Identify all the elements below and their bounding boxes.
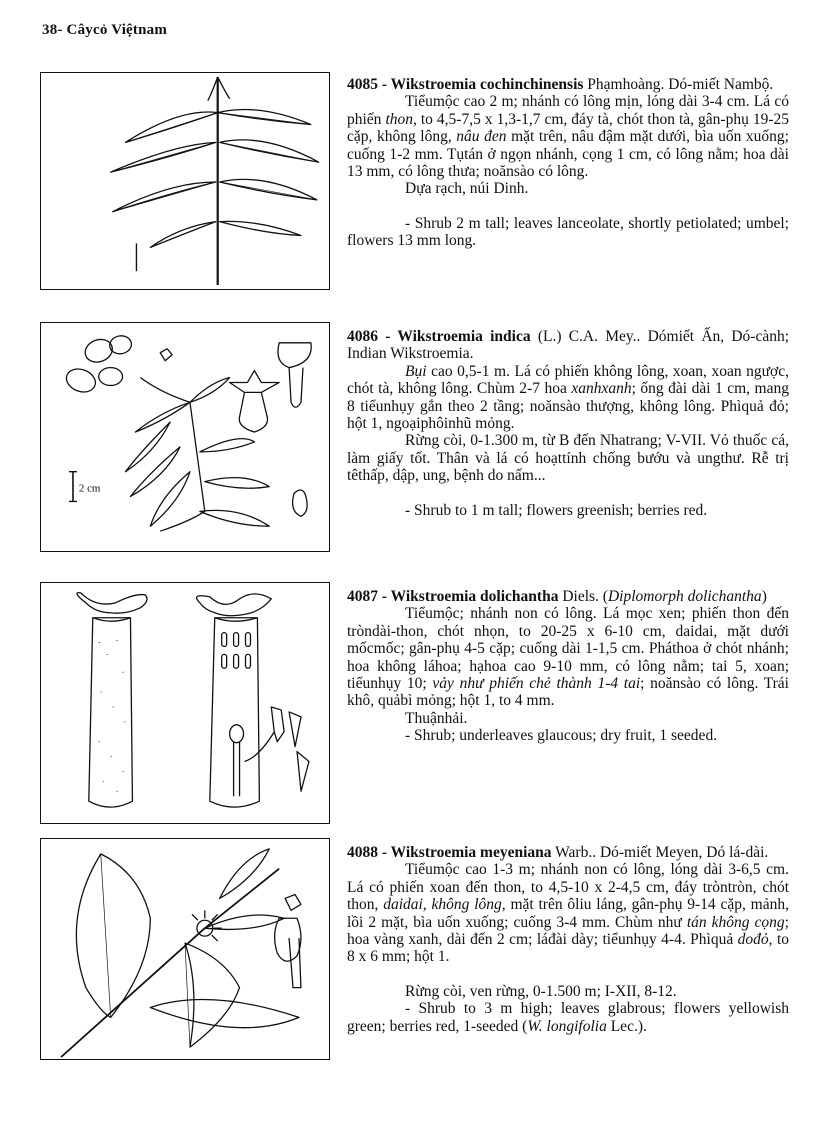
species-name: Wikstroemia indica (397, 328, 531, 345)
species-entry-4088: 4088 - Wikstroemia meyeniana Warb.. Dó-miết Meyen, Dó lá-dài. Tiểumộc cao 1-3 m; nhánh non có lông, lóng dài 3-6,5 cm. Lá có phiến xoan đến thon, to 4,5-10 x 2-4,5 cm, đáy tròntròn, chót thon, daidai, không lông, mặt trên ôliu láng, gân-phụ 9-14 cặp, mảnh, lồi 2 mặt, bìa uốn xuống; cuống 3-4 mm. Chùm như tán không cọng; hoa vàng xanh, dài đến 2 cm; láđài dày; tiểunhụy 4-4. Phìquả dođỏ, to 8 x 6 mm; hột 1. Rừng còi, ven rừng, 0-1.500 m; I-XII, 8-12. - Shrub to 3 m high; leaves glabrous; flowers yellowish green; berries red, 1-seeded (W. longifolia Lec.). (347, 844, 790, 1035)
species-name: Wikstroemia meyeniana (390, 844, 552, 861)
english-summary: - Shrub to 1 m tall; flowers greenish; berries red. (405, 501, 708, 519)
vernacular-name: Dó-miết Meyen, Dó lá-dài. (599, 844, 769, 861)
figure-4088-illustration (40, 838, 330, 1060)
species-description: Tiểumộc; nhánh non có lông. Lá mọc xen; phiến thon đến tròndài-thon, chót nhọn, to 20-25 x 6-10 cm, daidai, mặt dưới mốcmốc; gân-phụ 4-5 cặp; cuống dài 1-1,5 cm. Pháthoa ở chót nhánh; hoa không láhoa; hạhoa cao 9-10 mm, có lông nằm; tai 5, xoan; tiểunhụy 10; vảy như phiến chẻ thành 1-4 tai; noănsào có lông. Trái khô, quảbì mỏng; hột 1, to 4 mm. (347, 605, 789, 710)
species-author: (L.) C.A. Mey.. (537, 328, 641, 345)
page-header: 38- Câycỏ Việtnam (42, 22, 168, 38)
english-summary: - Shrub to 3 m high; leaves glabrous; flowers yellowish green; berries red, 1-seeded (W. longifolia Lec.). (347, 1000, 789, 1035)
species-author: Phạmhoàng. (587, 76, 665, 93)
species-habitat: Thuậnhải. (405, 709, 468, 727)
species-number: 4087 (347, 588, 378, 605)
species-number: 4086 (347, 328, 378, 345)
species-entry-4085: 4085 - Wikstroemia cochinchinensis Phạmhoàng. Dó-miết Nambộ. Tiểumộc cao 2 m; nhánh có lông mịn, lóng dài 3-4 cm. Lá có phiến thon, to 4,5-7,5 x 1,3-1,7 cm, đáy tà, chót thon tà, gân-phụ 19-25 cặp, không lông, nâu đen mặt trên, nâu đậm mặt dưới, bìa uốn xuống; cuống 1-2 mm. Tụtán ở ngọn nhánh, cọng 1 cm, có lông nằm; hoa dài 13 mm, có lông thưa; noănsào có lông. Dựa rạch, núi Dinh. - Shrub 2 m tall; leaves lanceolate, shortly petiolated; umbel; flowers 13 mm long. (347, 76, 789, 250)
figure-4086-illustration (40, 322, 330, 552)
species-description: Tiểumộc cao 2 m; nhánh có lông mịn, lóng dài 3-4 cm. Lá có phiến thon, to 4,5-7,5 x 1,3-1,7 cm, đáy tà, chót thon tà, gân-phụ 19-25 cặp, không lông, nâu đen mặt trên, nâu đậm mặt dưới, bìa uốn xuống; cuống 1-2 mm. Tụtán ở ngọn nhánh, cọng 1 cm, có lông nằm; hoa dài 13 mm, có lông thưa; noănsào có lông. (347, 93, 789, 181)
vernacular-name: Dómiết Ấn, Dó-cành; Indian Wikstroemia. (347, 328, 790, 363)
species-description: Bụi cao 0,5-1 m. Lá có phiến không lông, xoan, xoan ngược, chót tà, không lông. Chùm 2-7 hoa xanhxanh; ống đài dài 1 cm, mang 8 tiểunhụy gắn theo 2 tầng; noănsào thượng, không lông. Phìquả đỏ; hột 1, ngoạiphôinhũ mỏng. (347, 362, 789, 433)
species-author: Warb.. (555, 844, 597, 861)
species-number: 4085 (347, 76, 378, 93)
figure-scale-label: 2 cm (78, 482, 101, 495)
species-name: Wikstroemia cochinchinensis (390, 76, 584, 93)
figure-4087-illustration (40, 582, 330, 824)
species-number: 4088 (347, 844, 378, 861)
species-name: Wikstroemia dolichantha (390, 588, 559, 605)
species-habitat: Dựa rạch, núi Dinh. (405, 180, 529, 198)
species-habitat: Rừng còi, 0-1.300 m, từ B đến Nhatrang; V-VII. Vỏ thuốc cá, làm giấy tốt. Thân và lá có hoạttính chống bướu và ungthư. Rễ trị têthấp, dập, ung, bệnh do nấm... (347, 432, 789, 485)
english-summary: - Shrub 2 m tall; leaves lanceolate, shortly petiolated; umbel; flowers 13 mm long. (347, 214, 789, 250)
species-entry-4086: 4086 - Wikstroemia indica (L.) C.A. Mey.. Dómiết Ấn, Dó-cành; Indian Wikstroemia. Bụi cao 0,5-1 m. Lá có phiến không lông, xoan, xoan ngược, chót tà, không lông. Chùm 2-7 hoa xanhxanh; ống đài dài 1 cm, mang 8 tiểunhụy gắn theo 2 tầng; noănsào thượng, không lông. Phìquả đỏ; hột 1, ngoạiphôinhũ mỏng. Rừng còi, 0-1.300 m, từ B đến Nhatrang; V-VII. Vỏ thuốc cá, làm giấy tốt. Thân và lá có hoạttính chống bướu và ungthư. Rễ trị têthấp, dập, ung, bệnh do nấm... - Shrub to 1 m tall; flowers greenish; berries red. (347, 328, 790, 519)
species-description: Tiểumộc cao 1-3 m; nhánh non có lông, lóng dài 3-6,5 cm. Lá có phiến xoan đến thon, to 4,5-10 x 2-4,5 cm, đáy tròntròn, chót thon, daidai, không lông, mặt trên ôliu láng, gân-phụ 9-14 cặp, mảnh, lồi 2 mặt, bìa uốn xuống; cuống 3-4 mm. Chùm như tán không cọng; hoa vàng xanh, dài đến 2 cm; láđài dày; tiểunhụy 4-4. Phìquả dođỏ, to 8 x 6 mm; hột 1. (347, 861, 790, 966)
species-habitat: Rừng còi, ven rừng, 0-1.500 m; I-XII, 8-12. (405, 982, 677, 1000)
species-synonym: Diplomorph dolichantha (607, 588, 762, 605)
figure-4085-illustration (40, 72, 330, 290)
vernacular-name: Dó-miết Nambộ. (668, 76, 774, 93)
species-entry-4087: 4087 - Wikstroemia dolichantha Diels. (Diplomorph dolichantha) Tiểumộc; nhánh non có lông. Lá mọc xen; phiến thon đến tròndài-thon, chót nhọn, to 20-25 x 6-10 cm, daidai, mặt dưới mốcmốc; gân-phụ 4-5 cặp; cuống dài 1-1,5 cm. Pháthoa ở chót nhánh; hoa không láhoa; hạhoa cao 9-10 mm, có lông nằm; tai 5, xoan; tiểunhụy 10; vảy như phiến chẻ thành 1-4 tai; noănsào có lông. Trái khô, quảbì mỏng; hột 1, to 4 mm. Thuậnhải. - Shrub; underleaves glaucous; dry fruit, 1 seeded. (347, 588, 789, 745)
species-author: Diels. (562, 588, 599, 605)
english-summary: - Shrub; underleaves glaucous; dry fruit, 1 seeded. (405, 727, 718, 745)
